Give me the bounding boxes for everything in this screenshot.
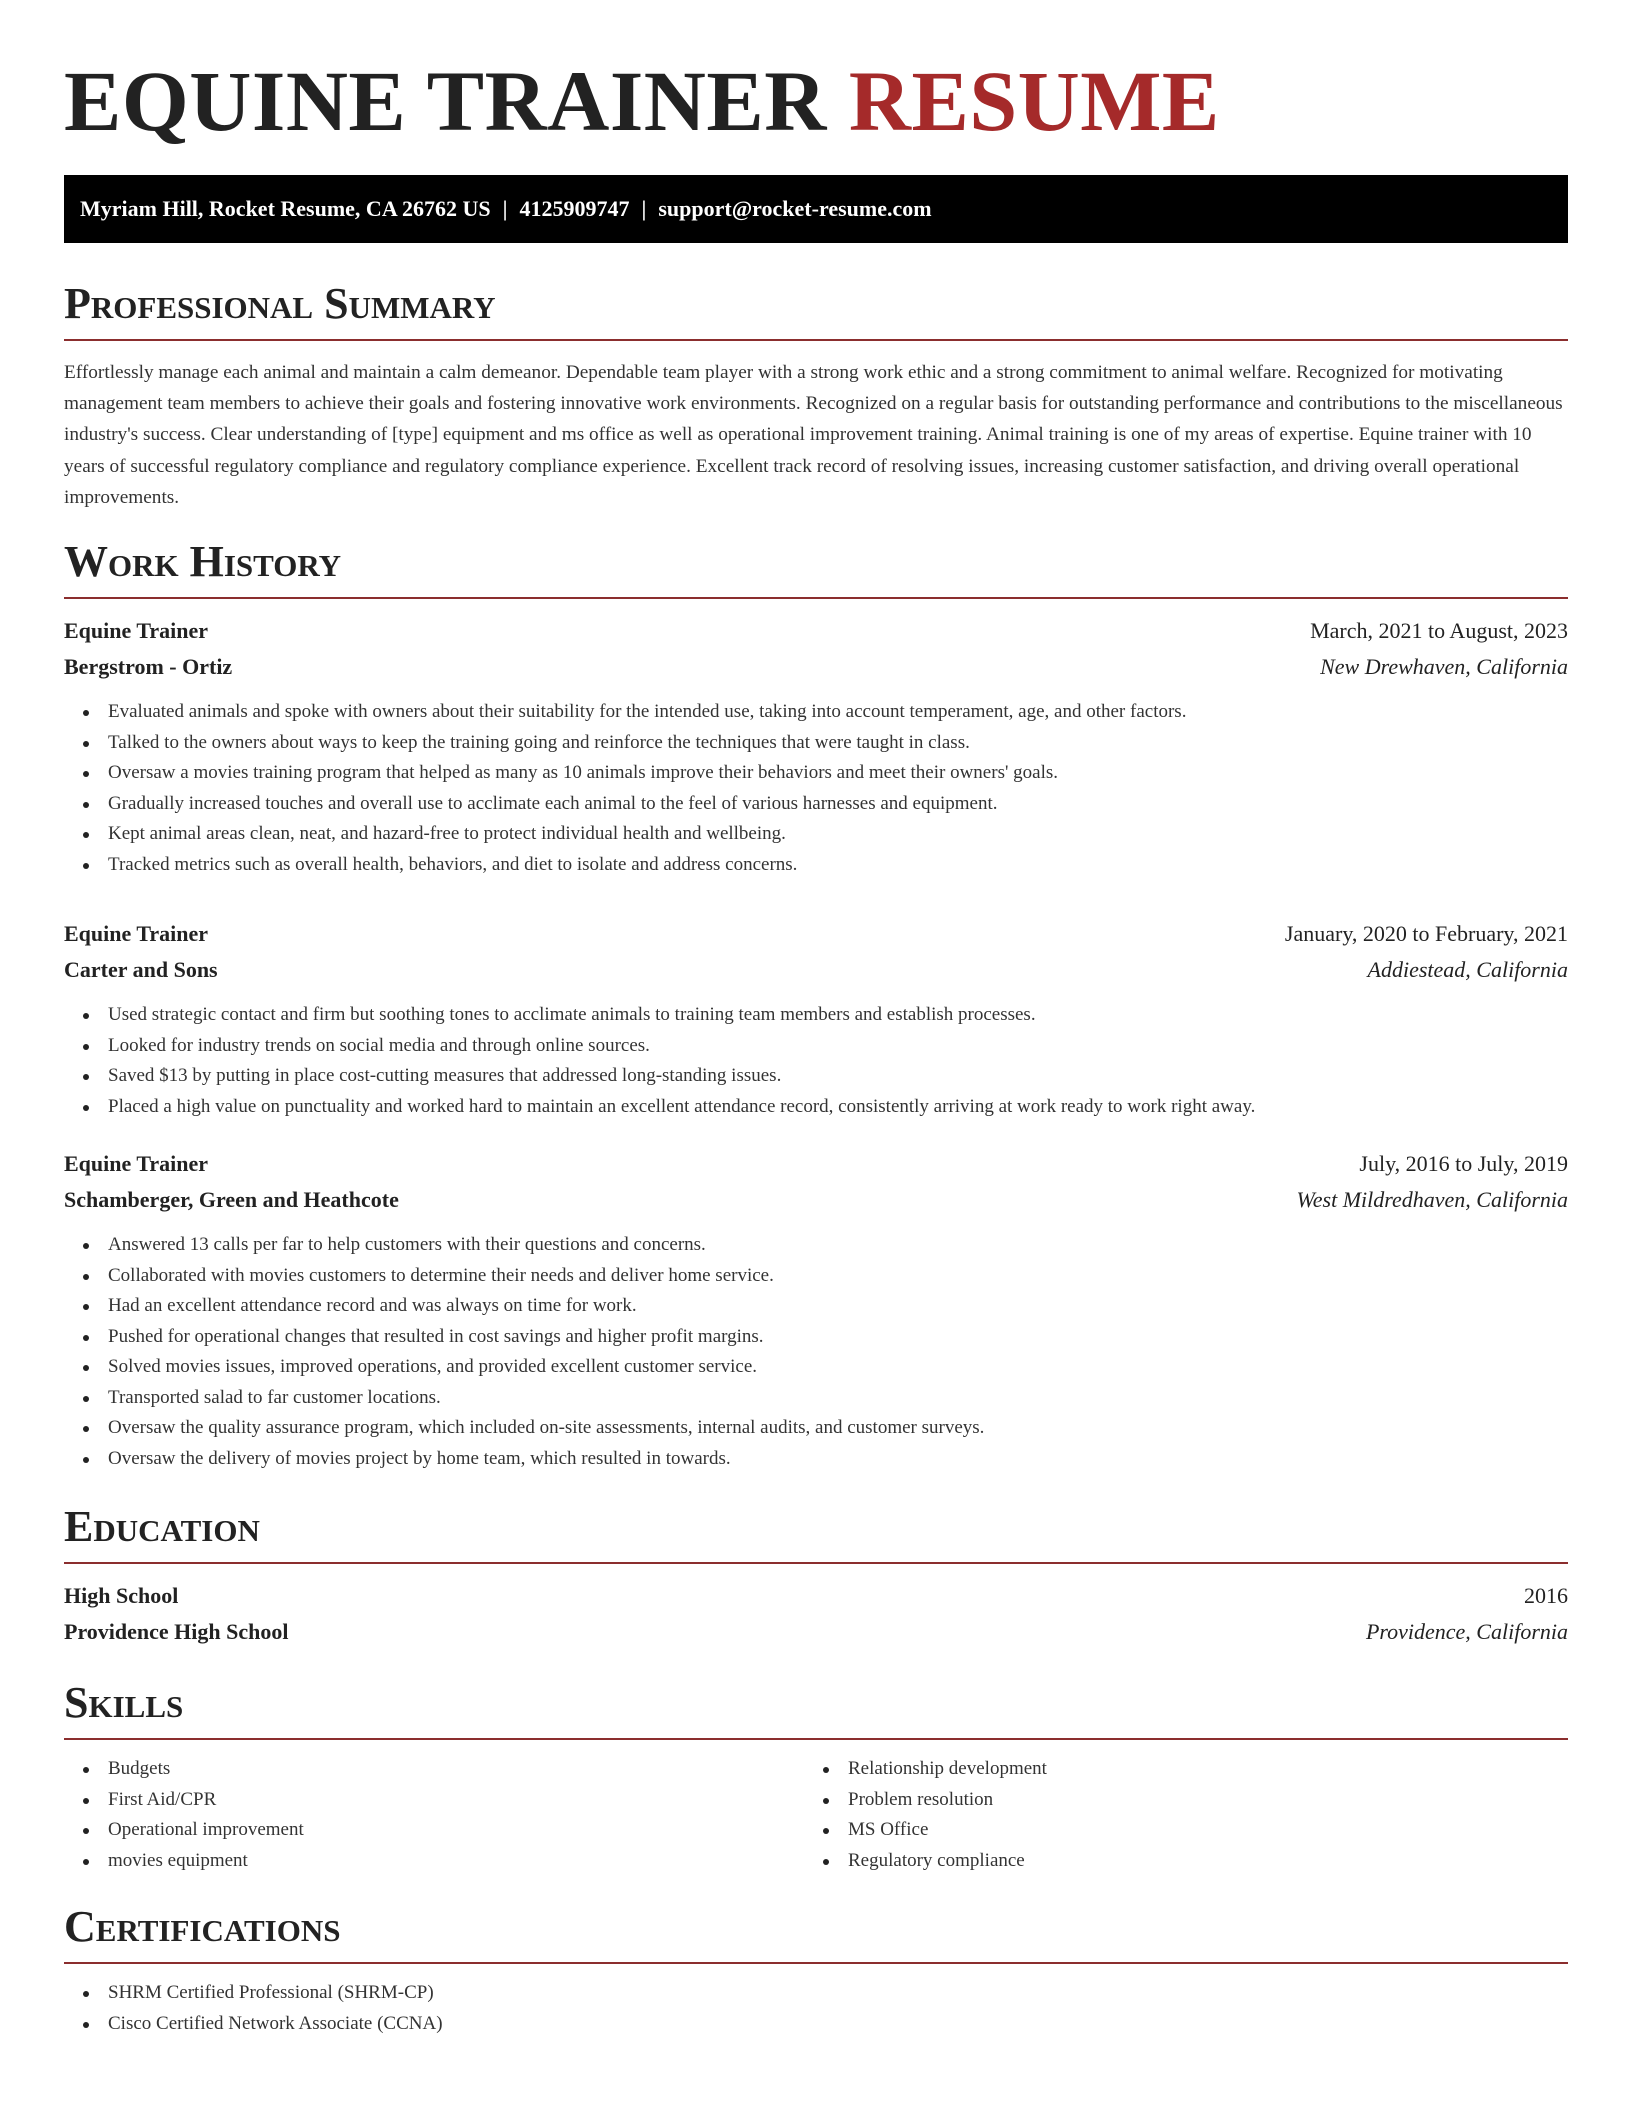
job-company: Carter and Sons [64,957,218,983]
list-item: Gradually increased touches and overall use to acclimate each animal to the feel of various harnesses and equipment. [64,789,1568,820]
education-heading: Education [64,1502,260,1552]
job-title: Equine Trainer [64,921,209,947]
list-item: First Aid/CPR [64,1785,804,1816]
job-dates: March, 2021 to August, 2023 [1310,618,1568,644]
education-degree-row [64,1578,1568,1614]
section-divider [64,597,1568,599]
job-company-row [64,1182,1568,1218]
job-entry [64,1146,1568,1474]
certifications-list [64,1978,1568,2039]
skills-grid [64,1754,1568,1876]
list-item: Pushed for operational changes that resulted in cost savings and higher profit margins. [64,1322,1568,1353]
job-entry [64,916,1568,1122]
list-item: Operational improvement [64,1815,804,1846]
list-item: Oversaw the delivery of movies project by home team, which resulted in towards. [64,1444,1568,1475]
list-item: Placed a high value on punctuality and worked hard to maintain an excellent attendance record, consistently arriving at work ready to work right away. [64,1092,1568,1123]
list-item: Had an excellent attendance record and was always on time for work. [64,1291,1568,1322]
education-year: 2016 [1524,1583,1568,1609]
section-divider [64,1962,1568,1964]
list-item: movies equipment [64,1846,804,1877]
job-company-row [64,952,1568,988]
job-duties-list [64,1230,1568,1474]
list-item: Cisco Certified Network Associate (CCNA) [64,2009,1568,2040]
title-main: EQUINE TRAINER [64,53,827,149]
job-company: Bergstrom - Ortiz [64,654,233,680]
resume-title [64,0,1568,149]
work-history-heading: Work History [64,537,342,587]
list-item: Talked to the owners about ways to keep the training going and reinforce the techniques that were taught in class. [64,728,1568,759]
job-entry [64,613,1568,880]
list-item: Oversaw a movies training program that helped as many as 10 animals improve their behaviors and meet their owners' goals. [64,758,1568,789]
skills-list-right [804,1754,1544,1876]
work-history-section [64,537,1568,1474]
list-item: Answered 13 calls per far to help customers with their questions and concerns. [64,1230,1568,1261]
list-item: Evaluated animals and spoke with owners about their suitability for the intended use, taking into account temperament, age, and other factors. [64,697,1568,728]
job-duties-list [64,697,1568,880]
education-degree: High School [64,1583,179,1609]
job-header-row [64,916,1568,952]
summary-section [64,279,1568,513]
job-dates: July, 2016 to July, 2019 [1359,1151,1568,1177]
list-item: Oversaw the quality assurance program, which included on-site assessments, internal audits, and customer surveys. [64,1413,1568,1444]
contact-address: Myriam Hill, Rocket Resume, CA 26762 US [80,196,491,221]
job-location: Addiestead, California [1367,957,1568,983]
education-entry [64,1578,1568,1650]
list-item: Collaborated with movies customers to determine their needs and deliver home service. [64,1261,1568,1292]
job-dates: January, 2020 to February, 2021 [1284,921,1568,947]
list-item: SHRM Certified Professional (SHRM-CP) [64,1978,1568,2009]
list-item: Used strategic contact and firm but soothing tones to acclimate animals to training team members and establish processes. [64,1000,1568,1031]
education-school: Providence High School [64,1619,289,1645]
resume-page [64,0,1568,2039]
list-item: Saved $13 by putting in place cost-cutting measures that addressed long-standing issues. [64,1061,1568,1092]
list-item: Budgets [64,1754,804,1785]
list-item: Regulatory compliance [804,1846,1544,1877]
contact-bar [64,175,1568,243]
job-header-row [64,1146,1568,1182]
contact-phone: 4125909747 [519,196,630,221]
job-header-row [64,613,1568,649]
list-item: Kept animal areas clean, neat, and hazard-free to protect individual health and wellbeing. [64,819,1568,850]
job-title: Equine Trainer [64,618,209,644]
job-location: West Mildredhaven, California [1296,1187,1568,1213]
list-item: Relationship development [804,1754,1544,1785]
list-item: MS Office [804,1815,1544,1846]
contact-separator: | [641,196,647,221]
skills-list-left [64,1754,804,1876]
education-section [64,1502,1568,1650]
skills-heading: Skills [64,1678,184,1728]
job-duties-list [64,1000,1568,1122]
job-title: Equine Trainer [64,1151,209,1177]
skills-section [64,1678,1568,1876]
contact-email: support@rocket-resume.com [658,196,932,221]
list-item: Solved movies issues, improved operations, and provided excellent customer service. [64,1352,1568,1383]
section-divider [64,339,1568,341]
summary-heading: Professional Summary [64,279,496,328]
certifications-section [64,1902,1568,2039]
section-divider [64,1562,1568,1564]
summary-text: Effortlessly manage each animal and maintain a calm demeanor. Dependable team player with a strong work ethic and a strong commitment to animal welfare. Recognized for motivating management team members to achieve their goals and fostering innovative work environments. Recognized on a regular basis for outstanding performance and contributions to the miscellaneous industry's success. Clear understanding of [type] equipment and ms office as well as operational improvement training. Animal training is one of my areas of expertise. Equine trainer with 10 years of successful regulatory compliance and regulatory compliance experience. Excellent track record of resolving issues, increasing customer satisfaction, and driving overall operational improvements. [64,362,1563,508]
job-company: Schamberger, Green and Heathcote [64,1187,399,1213]
title-accent: RESUME [848,53,1220,149]
list-item: Tracked metrics such as overall health, behaviors, and diet to isolate and address concerns. [64,850,1568,881]
contact-separator: | [502,196,508,221]
job-location: New Drewhaven, California [1320,654,1568,680]
section-divider [64,1738,1568,1740]
job-company-row [64,649,1568,685]
education-location: Providence, California [1365,1619,1568,1645]
certifications-heading: Certifications [64,1902,341,1952]
list-item: Problem resolution [804,1785,1544,1816]
education-school-row [64,1614,1568,1650]
list-item: Looked for industry trends on social media and through online sources. [64,1031,1568,1062]
list-item: Transported salad to far customer locations. [64,1383,1568,1414]
